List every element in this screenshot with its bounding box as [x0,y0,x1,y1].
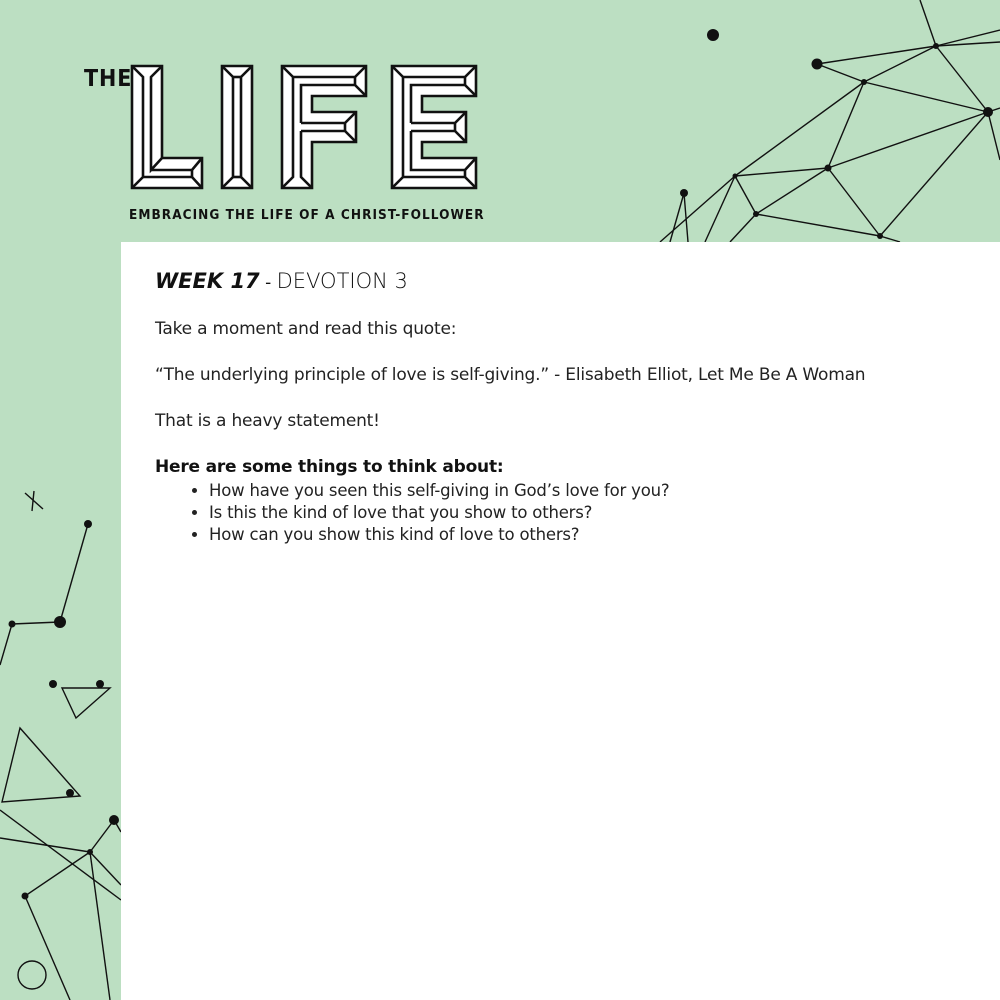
instruction-text: Take a moment and read this quote: [155,319,457,339]
brand-prefix: THE [84,66,133,92]
list-item: • How have you seen this self-giving in God’s love for you? [209,480,669,502]
reflection-prompt: Here are some things to think about: [155,457,504,477]
list-item: • Is this the kind of love that you show to others? [209,502,669,524]
list-item: • How can you show this kind of love to others? [209,524,669,546]
week-label: WEEK 17 [155,269,260,293]
life-logo-icon [130,64,480,190]
devotion-heading [155,269,408,293]
reaction-text: That is a heavy statement! [155,411,380,431]
brand-tagline: EMBRACING THE LIFE OF A CHRIST-FOLLOWER [129,207,485,223]
quote-text: “The underlying principle of love is self-giving.” - Elisabeth Elliot, Let Me Be A Woman [155,365,866,385]
heading-separator: - [259,273,277,293]
question-list [191,480,669,546]
devotion-label: DEVOTION 3 [276,269,408,293]
devotion-panel [121,242,1000,1000]
